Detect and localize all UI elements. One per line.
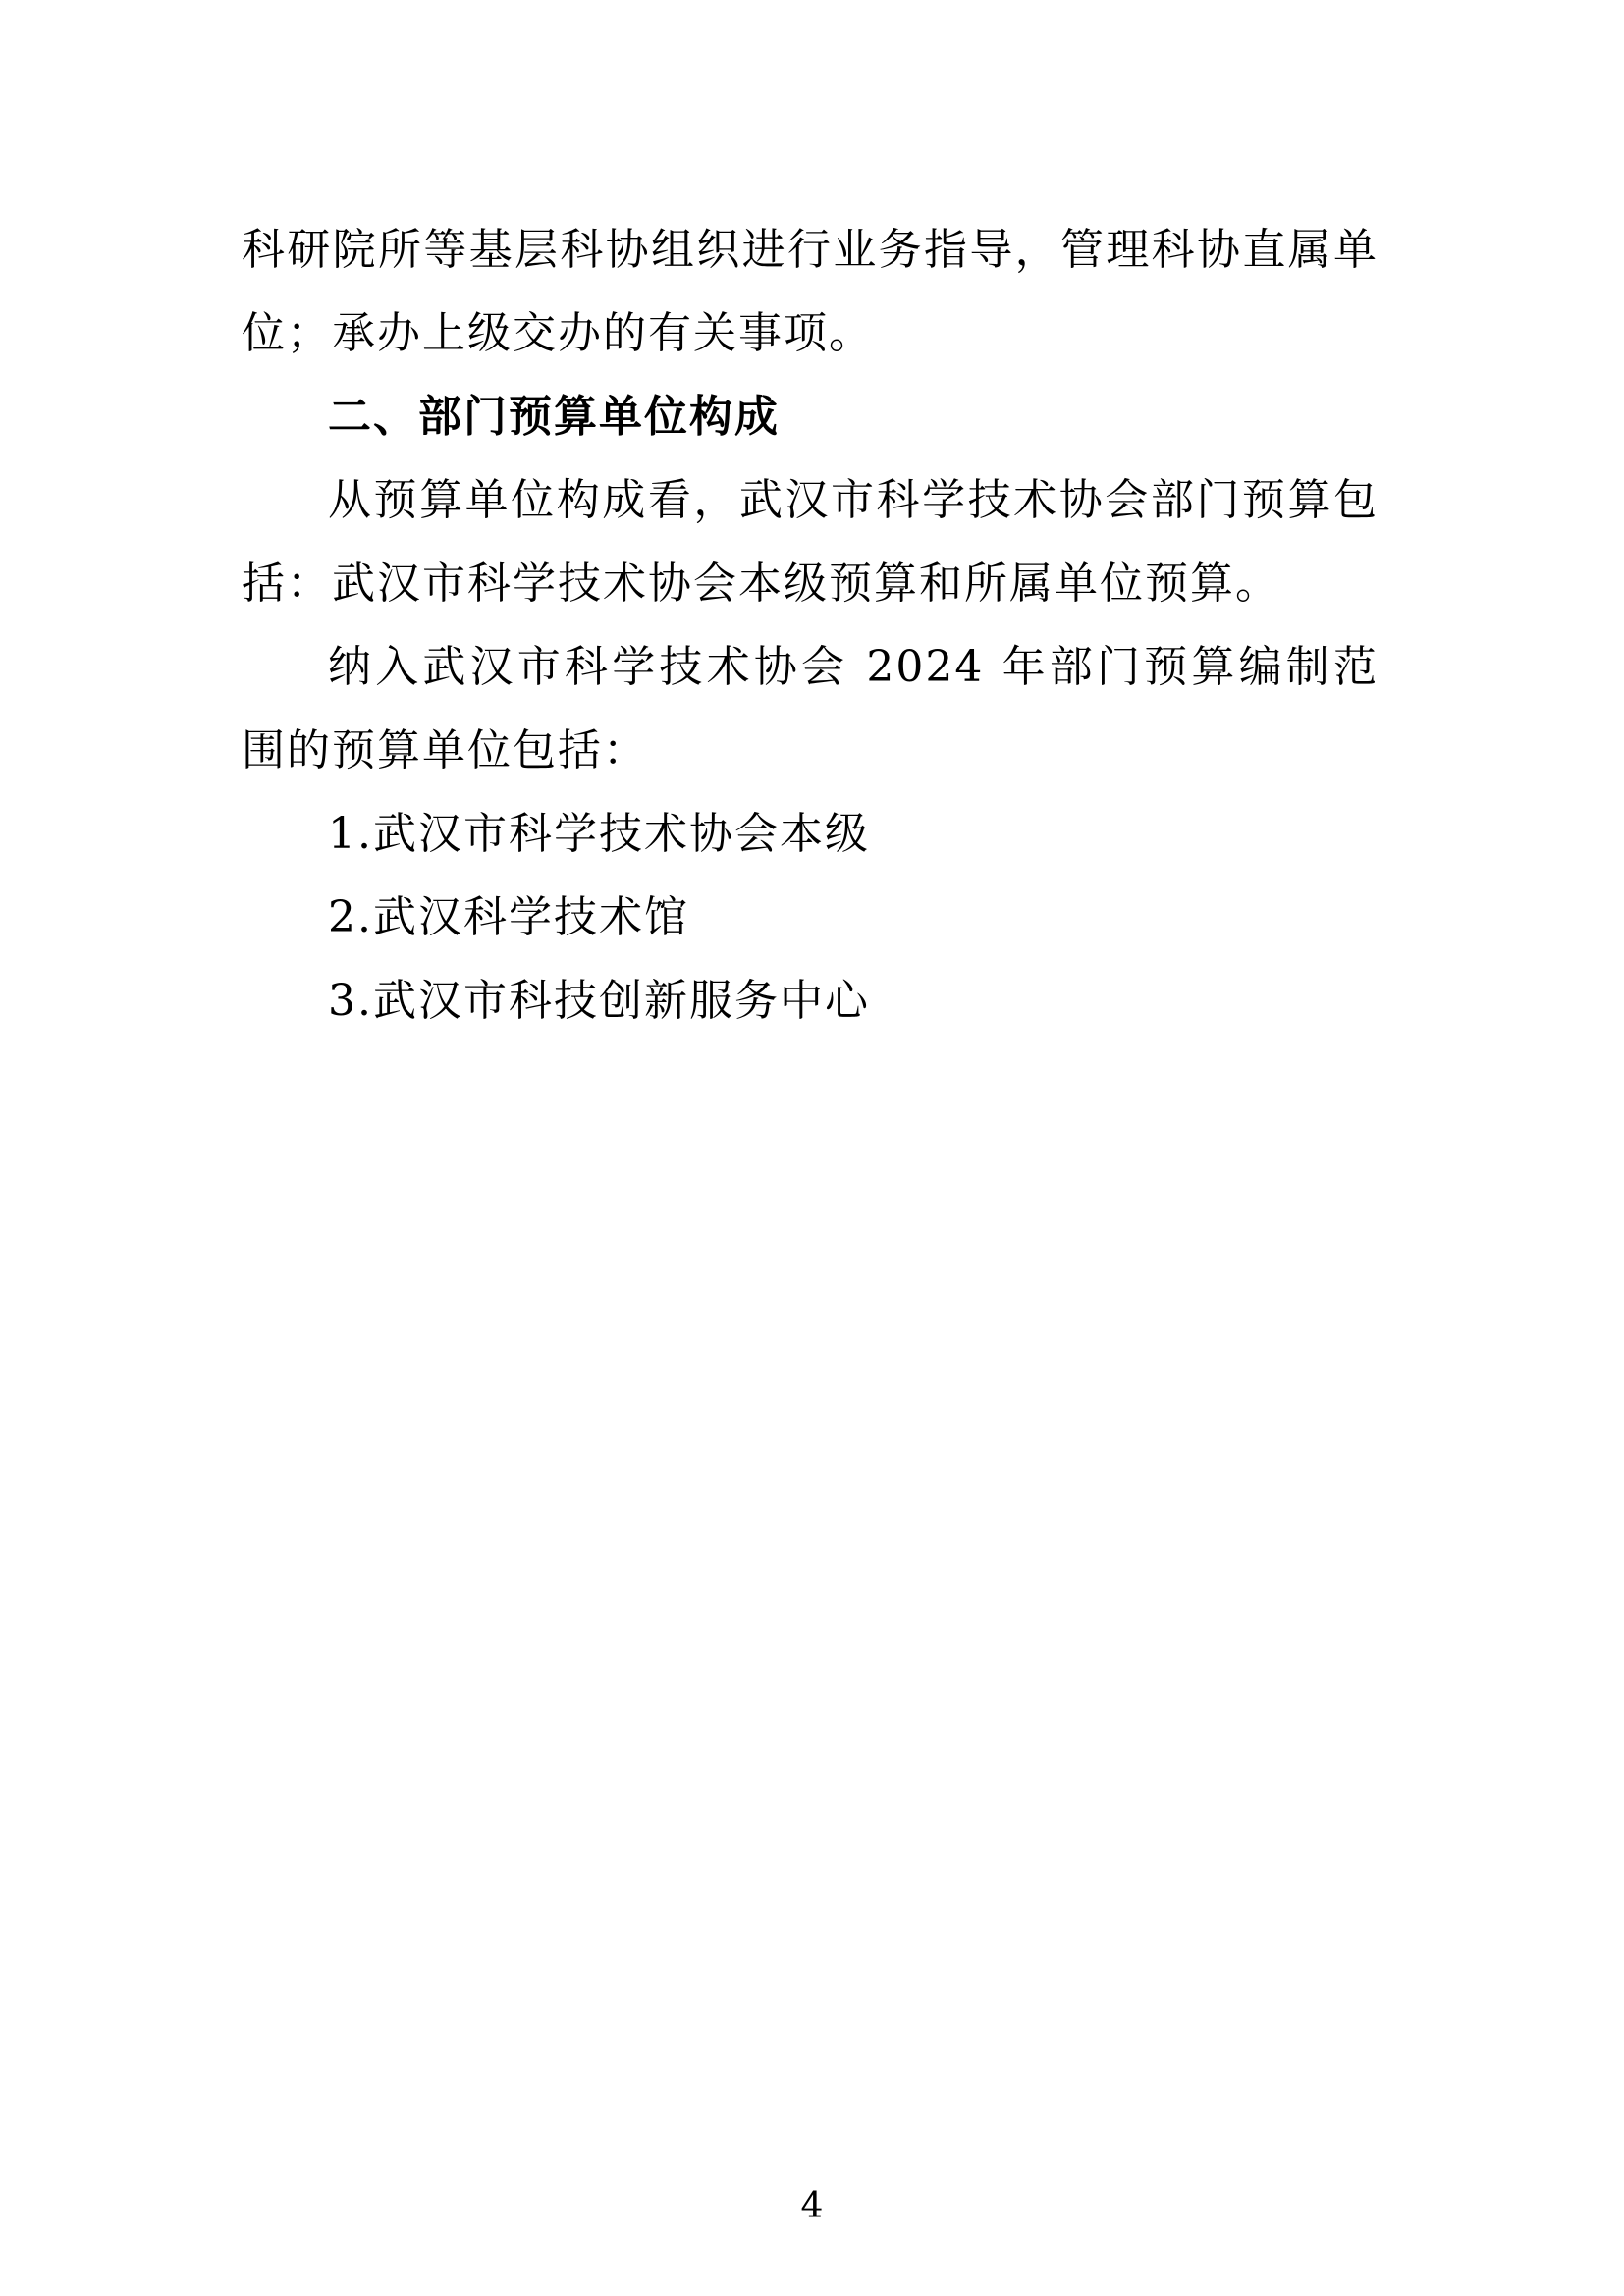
list-item: 3.武汉市科技创新服务中心 <box>328 976 870 1026</box>
page-number: 4 <box>800 2186 824 2226</box>
list-item: 1.武汉市科学技术协会本级 <box>328 809 870 859</box>
paragraph-budget-composition: 从预算单位构成看，武汉市科学技术协会部门预算包括：武汉市科学技术协会本级预算和所属单位预算。 <box>242 475 1379 609</box>
page-footer <box>0 2187 1624 2226</box>
list-item: 2.武汉科学技术馆 <box>328 892 689 942</box>
section-heading: 二、部门预算单位构成 <box>328 392 780 442</box>
paragraph-budget-scope: 纳入武汉市科学技术协会 2024 年部门预算编制范围的预算单位包括： <box>242 642 1379 775</box>
continuation-paragraph: 科研院所等基层科协组织进行业务指导，管理科协直属单位；承办上级交办的有关事项。 <box>242 225 1379 358</box>
budget-unit-list <box>242 792 1379 1042</box>
document-content <box>242 208 1379 1042</box>
